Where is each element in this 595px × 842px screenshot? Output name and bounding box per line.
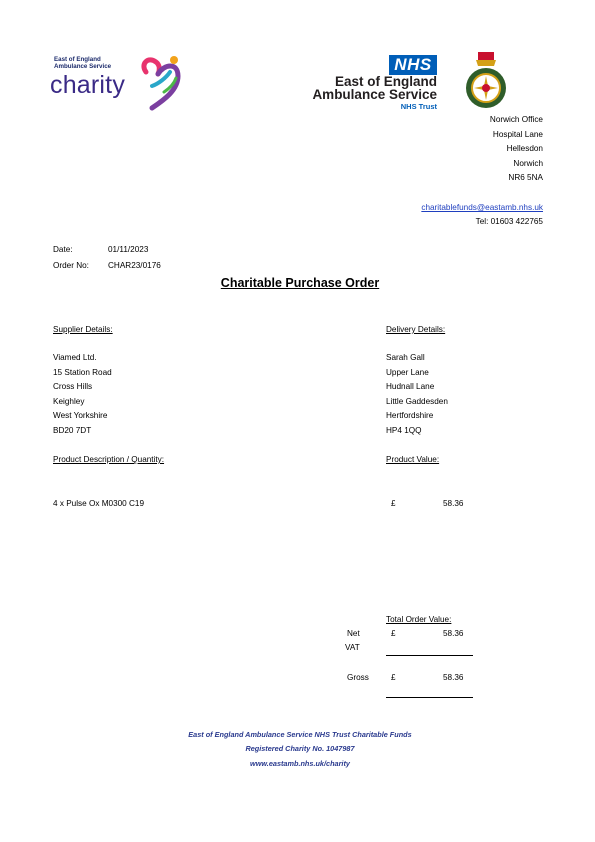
net-currency: £ [391, 629, 396, 638]
charity-logo-line2: Ambulance Service [54, 63, 112, 70]
charity-logo [50, 52, 182, 114]
supplier-line: Cross Hills [53, 382, 93, 391]
footer-charity-name: East of England Ambulance Service NHS Trust Charitable Funds [188, 730, 412, 739]
charity-logo-line1: East of England [54, 56, 101, 63]
product-description-heading: Product Description / Quantity: [53, 455, 165, 464]
total-order-value-heading: Total Order Value: [386, 615, 452, 624]
supplier-line: Viamed Ltd. [53, 353, 97, 362]
nhs-trust-label: NHS Trust [400, 102, 437, 111]
delivery-line: Hudnall Lane [386, 382, 435, 391]
supplier-line: West Yorkshire [53, 411, 108, 420]
office-address-line: Hospital Lane [492, 130, 543, 139]
email-link[interactable]: charitablefunds@eastamb.nhs.uk [421, 203, 543, 212]
ambulance-service-crest-icon [458, 52, 514, 110]
delivery-heading: Delivery Details: [386, 325, 446, 334]
supplier-line: 15 Station Road [53, 368, 112, 377]
footer-charity-number: Registered Charity No. 1047987 [245, 744, 355, 753]
date-value: 01/11/2023 [108, 245, 149, 254]
supplier-line: Keighley [53, 397, 85, 406]
product-value: 58.36 [443, 499, 464, 508]
order-number-value: CHAR23/0176 [108, 261, 161, 270]
date-label: Date: [53, 245, 73, 254]
heart-icon [138, 52, 184, 112]
totals-divider [386, 655, 473, 656]
vat-label: VAT [345, 643, 360, 652]
office-address-line: Norwich [513, 159, 543, 168]
page-title: Charitable Purchase Order [220, 276, 380, 290]
net-label: Net [347, 629, 360, 638]
totals-divider [386, 697, 473, 698]
product-description: 4 x Pulse Ox M0300 C19 [53, 499, 145, 508]
net-value: 58.36 [443, 629, 464, 638]
nhs-trust-name-line1: East of England [334, 74, 437, 89]
delivery-line: HP4 1QQ [386, 426, 422, 435]
telephone: Tel: 01603 422765 [475, 217, 543, 226]
delivery-line: Upper Lane [386, 368, 429, 377]
office-address-line: Hellesdon [506, 144, 543, 153]
delivery-line: Sarah Gall [386, 353, 425, 362]
gross-value: 58.36 [443, 673, 464, 682]
charity-wordmark: charity [50, 71, 126, 99]
office-address-line: Norwich Office [489, 115, 543, 124]
gross-label: Gross [347, 673, 369, 682]
product-currency: £ [391, 499, 396, 508]
product-value-heading: Product Value: [386, 455, 440, 464]
supplier-line: BD20 7DT [53, 426, 92, 435]
nhs-trust-name-line2: Ambulance Service [312, 87, 437, 102]
supplier-heading: Supplier Details: [53, 325, 113, 334]
delivery-line: Little Gaddesden [386, 397, 448, 406]
delivery-line: Hertfordshire [386, 411, 434, 420]
order-number-label: Order No: [53, 261, 89, 270]
footer-website-link[interactable]: www.eastamb.nhs.uk/charity [250, 759, 350, 768]
office-address-line: NR6 5NA [508, 173, 543, 182]
gross-currency: £ [391, 673, 396, 682]
nhs-badge: NHS [389, 55, 437, 75]
